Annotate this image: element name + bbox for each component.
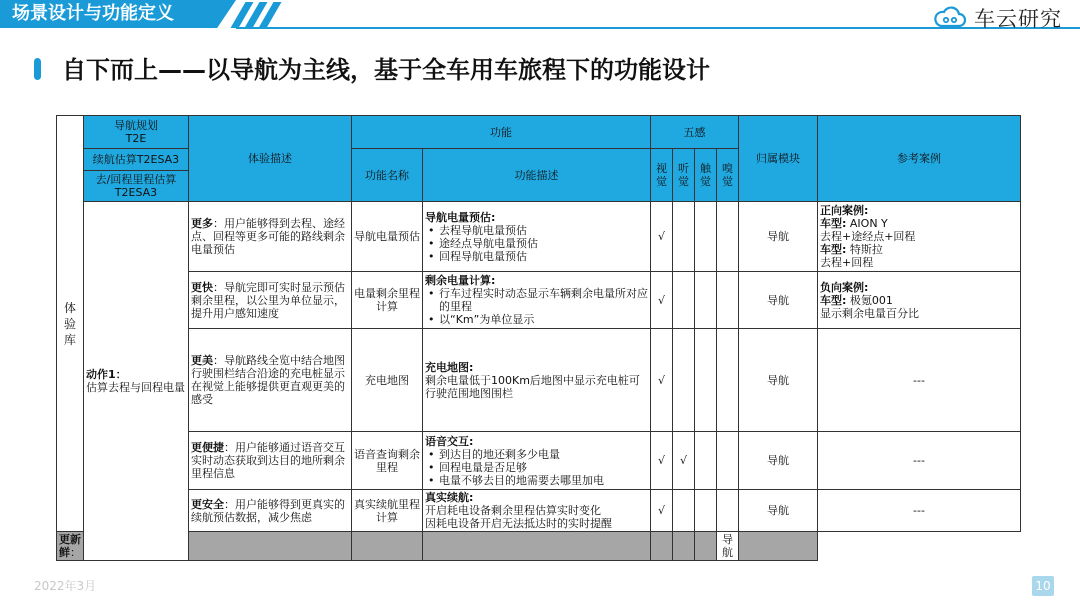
function-header: 功能 (352, 116, 651, 149)
experience-cell: 更快：导航完即可实时显示预估剩余里程，以公里为单位显示，提升用户感知速度 (189, 272, 352, 329)
table-row (57, 532, 1021, 561)
module-cell: 导航 (739, 202, 818, 272)
module-cell: 导航 (739, 432, 818, 490)
sense-sight-cell: √ (651, 432, 673, 490)
function-name-cell (189, 532, 352, 561)
sense-sight-cell: √ (651, 202, 673, 272)
sense-hear-cell (673, 202, 695, 272)
sense-sight-cell: √ (651, 272, 673, 329)
sense-hear-cell (651, 532, 673, 561)
function-name-cell: 充电地图 (352, 329, 423, 432)
sense-touch-header: 触 觉 (695, 149, 717, 202)
sense-sight-cell: √ (651, 329, 673, 432)
experience-header: 体验描述 (189, 116, 352, 202)
function-desc-cell: 语音交互: • 到达目的地还剩多少电量 • 回程电量是否足够 • 电量不够去目的地需要去哪里加电 (423, 432, 651, 490)
module-cell: 导航 (739, 329, 818, 432)
side-label: 体验库 (64, 300, 77, 347)
action-label: 动作1： (86, 368, 127, 381)
function-name-cell: 语音查询剩余里程 (352, 432, 423, 490)
sense-hear-header: 听 觉 (673, 149, 695, 202)
logo-text: 车云研究 (974, 7, 1062, 31)
function-name-header: 功能名称 (352, 149, 423, 202)
reference-cell (739, 532, 818, 561)
function-name-cell: 电量剩余里程计算 (352, 272, 423, 329)
function-name-cell: 真实续航里程计算 (352, 490, 423, 532)
desc-item: • 回程导航电量预估 (439, 250, 648, 263)
table-row (57, 490, 1021, 532)
page-headline: 自下而上——以导航为主线，基于全车用车旅程下的功能设计 (62, 56, 710, 84)
sense-sight-cell (423, 532, 651, 561)
sense-smell-cell (717, 202, 739, 272)
function-design-table (56, 115, 1021, 561)
module-cell: 导航 (717, 532, 739, 561)
range-est-header: 续航估算T2ESA3 (84, 149, 189, 171)
sense-touch-cell (695, 272, 717, 329)
module-header: 归属模块 (739, 116, 818, 202)
function-desc-cell: 导航电量预估: • 去程导航电量预估 • 途经点导航电量预估 • 回程导航电量预估 (423, 202, 651, 272)
reference-cell: --- (818, 490, 1021, 532)
desc-item: • 到达目的地还剩多少电量 (439, 448, 648, 461)
experience-cell: 更便捷：用户能够通过语音交互实时动态获取到达目的地所剩余里程信息 (189, 432, 352, 490)
nav-plan-header (84, 116, 189, 149)
experience-cell: 更新鲜： (57, 532, 84, 561)
function-desc-cell: 充电地图: 剩余电量低于100Km后地图中显示充电桩可行驶范围地图围栏 (423, 329, 651, 432)
experience-cell: 更美：导航路线全览中结合地图行驶围栏结合沿途的充电桩显示在视觉上能够提供更直观更美的感受 (189, 329, 352, 432)
desc-item: • 途经点导航电量预估 (439, 237, 648, 250)
sense-hear-cell (673, 272, 695, 329)
table-row (57, 202, 1021, 272)
module-cell: 导航 (739, 272, 818, 329)
reference-cell: --- (818, 329, 1021, 432)
sense-hear-cell (673, 329, 695, 432)
reference-cell: 负向案例: 车型: 极氪001 显示剩余电量百分比 (818, 272, 1021, 329)
footer-date: 2022年3月 (34, 579, 97, 593)
headline-accent-bar (34, 58, 41, 80)
sense-sight-header: 视 觉 (651, 149, 673, 202)
sense-sight-cell: √ (651, 490, 673, 532)
experience-cell: 更多：用户能够得到去程、途经点、回程等更多可能的路线剩余电量预估 (189, 202, 352, 272)
reference-cell: --- (818, 432, 1021, 490)
sense-smell-cell (717, 272, 739, 329)
table-row (57, 432, 1021, 490)
sense-smell-header: 嗅 觉 (717, 149, 739, 202)
sense-smell-cell (695, 532, 717, 561)
sense-touch-cell (695, 432, 717, 490)
desc-item: • 回程电量是否足够 (439, 461, 648, 474)
page-number: 10 (1032, 576, 1054, 596)
round-trip-header (84, 171, 189, 202)
top-banner (0, 0, 1080, 32)
table-row (57, 272, 1021, 329)
reference-header: 参考案例 (818, 116, 1021, 202)
action-cell (84, 202, 189, 561)
sense-smell-cell (717, 490, 739, 532)
table-row (57, 329, 1021, 432)
function-desc-cell (352, 532, 423, 561)
cloud-logo-icon (932, 6, 968, 30)
module-cell: 导航 (739, 490, 818, 532)
action-text: 估算去程与回程电量 (86, 381, 185, 394)
sense-touch-cell (695, 329, 717, 432)
side-label-cell (57, 116, 84, 532)
reference-cell: 正向案例: 车型: AION Y 去程+途经点+回程 车型: 特斯拉 去程+回程 (818, 202, 1021, 272)
function-desc-cell: 剩余电量计算: • 行车过程实时动态显示车辆剩余电量所对应的里程 • 以“Km”为单位显示 (423, 272, 651, 329)
experience-cell: 更安全：用户能够得到更真实的续航预估数据，减少焦虑 (189, 490, 352, 532)
sense-touch-cell (695, 490, 717, 532)
sense-smell-cell (717, 329, 739, 432)
nav-plan-label: 导航规划 (114, 119, 158, 132)
senses-header: 五感 (651, 116, 739, 149)
sense-hear-cell (673, 490, 695, 532)
desc-item: • 行车过程实时动态显示车辆剩余电量所对应的里程 (439, 287, 648, 313)
brand-logo (932, 4, 1062, 32)
sense-touch-cell (695, 202, 717, 272)
section-title: 场景设计与功能定义 (12, 3, 174, 24)
t2e-label: T2E (125, 132, 147, 145)
round-trip-label: 去/回程里程估算 (95, 173, 177, 186)
desc-item: • 去程导航电量预估 (439, 224, 648, 237)
desc-item: • 以“Km”为单位显示 (439, 313, 648, 326)
sense-smell-cell (717, 432, 739, 490)
function-name-cell: 导航电量预估 (352, 202, 423, 272)
function-desc-header: 功能描述 (423, 149, 651, 202)
sense-hear-cell: √ (673, 432, 695, 490)
desc-item: • 电量不够去目的地需要去哪里加电 (439, 474, 648, 487)
sense-touch-cell (673, 532, 695, 561)
function-desc-cell: 真实续航: 开启耗电设备剩余里程估算实时变化 因耗电设备开启无法抵达时的实时提醒 (423, 490, 651, 532)
t2esa3-label: T2ESA3 (114, 186, 158, 199)
